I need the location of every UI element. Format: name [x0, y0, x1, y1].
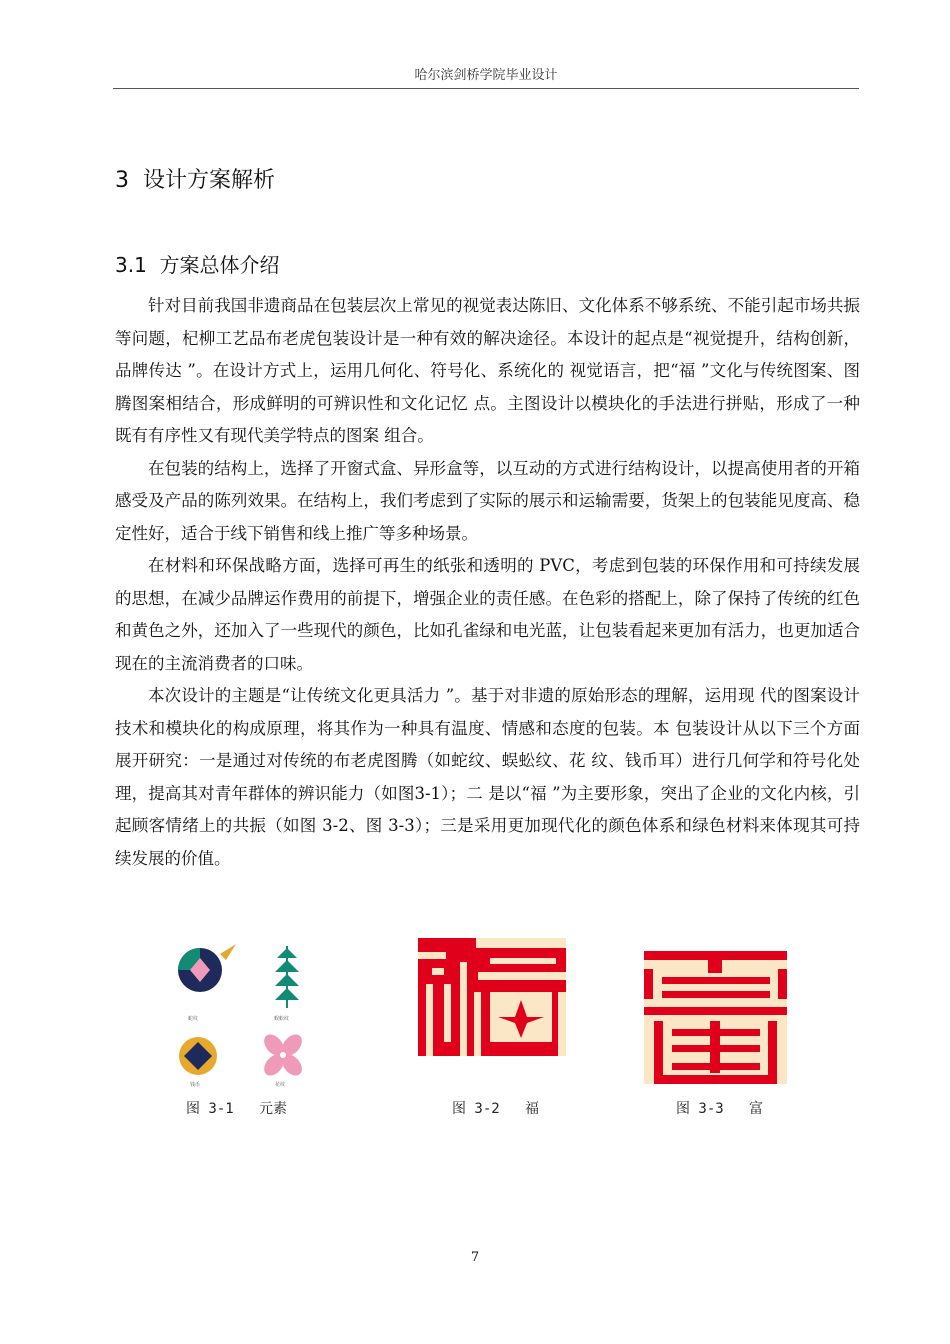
paragraph: 针对目前我国非遗商品在包装层次上常见的视觉表达陈旧、文化体系不够系统、不能引起市场共振等问题，杞柳工艺品布老虎包装设计是一种有效的解决途径。本设计的起点是“视觉提升，结构创新，品牌传达 ”。在设计方式上，运用几何化、符号化、系统化的 视觉语言，把“福 ”文化与传统图案、图腾图案相结合，形成鲜明的可辨识性和文化记忆 点。主图设计以模块化的手法进行拼贴，形成了一种既有有序性又有现代美学特点的图案 组合。 — [115, 296, 860, 445]
body-text — [115, 290, 860, 875]
figure-fu-rich-image — [644, 951, 787, 1084]
section-number: 3.1 — [115, 253, 147, 277]
figure-fu-image — [418, 938, 566, 1056]
paragraph: 在包装的结构上，选择了开窗式盒、异形盒等，以互动的方式进行结构设计，以提高使用者的开箱感受及产品的陈列效果。在结构上，我们考虑到了实际的展示和运输需要，货架上的包装能见度高、稳定性好，适合于线下销售和线上推广等多种场景。 — [115, 458, 860, 543]
running-header: 哈尔滨剑桥学院毕业设计 — [414, 68, 558, 83]
section-heading — [115, 249, 280, 278]
element-label: 蜈蚣纹 — [274, 1016, 290, 1022]
element-label: 钱币 — [190, 1082, 201, 1088]
chapter-heading — [115, 163, 275, 194]
element-label: 蛇纹 — [188, 1016, 199, 1022]
figure-caption: 图 3-3 富 — [676, 1101, 764, 1117]
paragraph: 在材料和环保战略方面，选择可再生的纸张和透明的 PVC，考虑到包装的环保作用和可持续发展的思想，在减少品牌运作费用的前提下，增强企业的责任感。在色彩的搭配上，除了保持了传统的红色和黄色之外，还加入了一些现代的颜色，比如孔雀绿和电光蓝，让包装看起来更加有活力，也更加适合现在的主流消费者的口味。 — [115, 556, 860, 673]
coin-pattern-icon — [179, 1037, 217, 1075]
chapter-title: 设计方案解析 — [143, 168, 276, 193]
chapter-number: 3 — [115, 168, 129, 193]
centipede-pattern-icon — [275, 946, 299, 1008]
paragraph: 本次设计的主题是“让传统文化更具活力 ”。基于对非遗的原始形态的理解，运用现 代的图案设计技术和模块化的构成原理，将其作为一种具有温度、情感和态度的包装。本 包装设计从以下三个方面展开研究：一是通过对传统的布老虎图腾（如蛇纹、蜈蚣纹、花 纹、钱币耳）进行几何学和符号化处理，提高其对青年群体的辨识能力（如图3-1）；二 是以“福 ”为主要形象，突出了企业的文化内核，引起顾客情绪上的共振（如图 3-2、图 3-3）；三是采用更加现代化的颜色体系和绿色材料来体现其可持续发展的价值。 — [115, 686, 860, 868]
figure-caption: 图 3-1 元素 — [186, 1101, 288, 1117]
figure-elements-image — [162, 940, 322, 1090]
page-number: 7 — [470, 1250, 480, 1265]
section-title: 方案总体介绍 — [159, 253, 280, 277]
figure-caption: 图 3-2 福 — [452, 1101, 540, 1117]
flower-pattern-icon — [260, 1031, 306, 1080]
element-label: 花纹 — [275, 1082, 286, 1088]
snake-pattern-icon — [178, 944, 236, 992]
header-rule — [113, 88, 859, 89]
